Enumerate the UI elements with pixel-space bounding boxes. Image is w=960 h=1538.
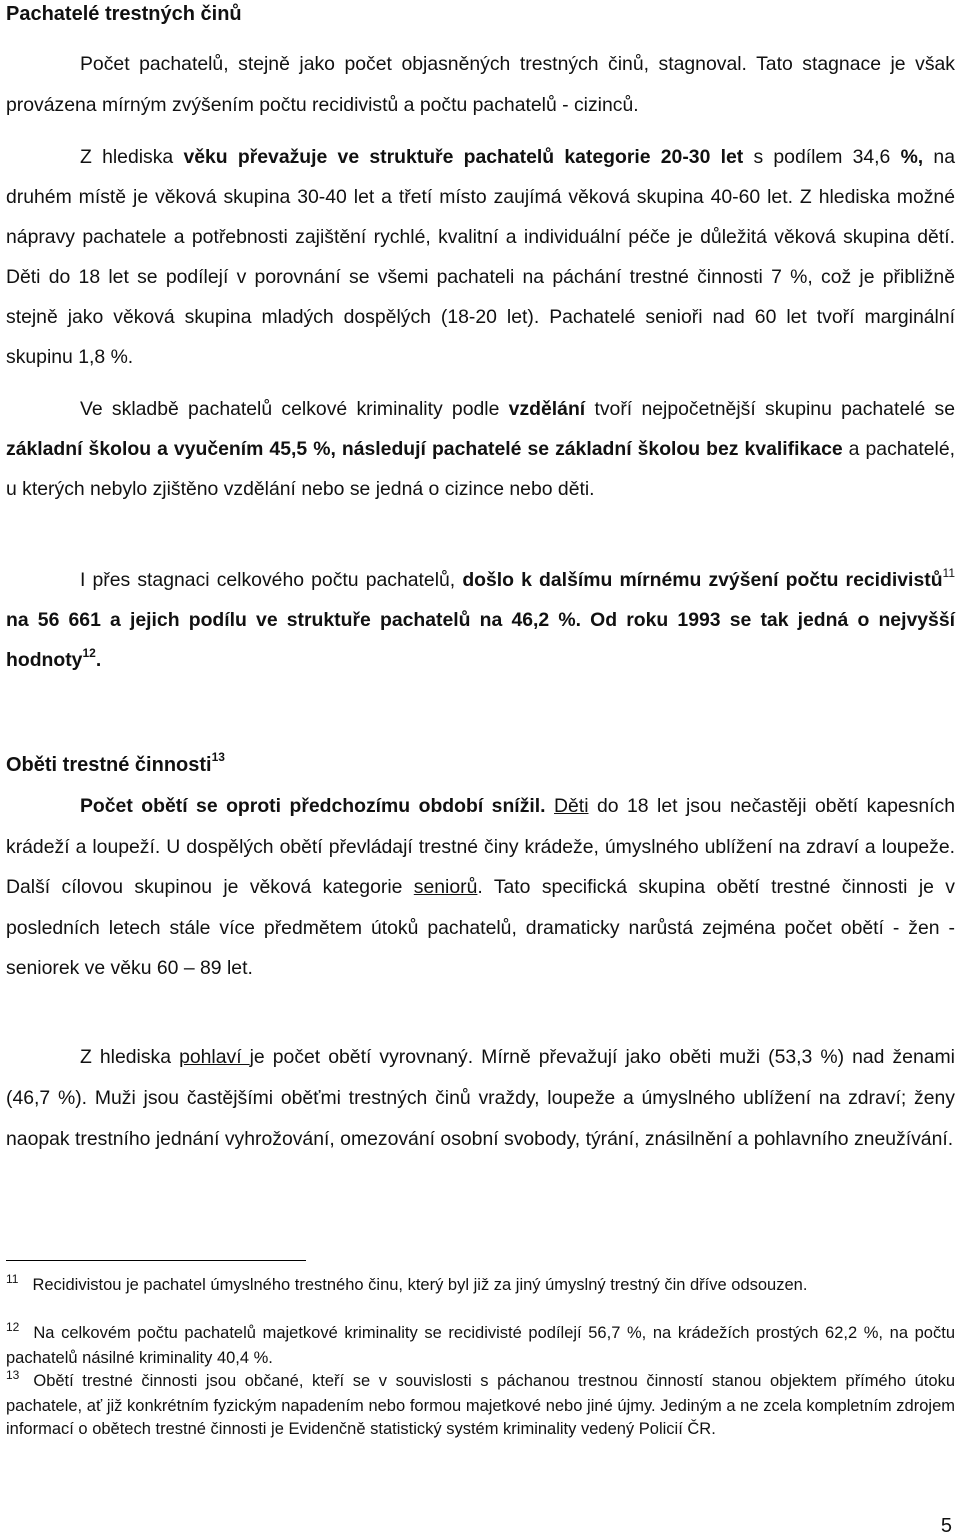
section-heading-offenders: Pachatelé trestných činů [6,3,242,25]
footnote-number: 13 [6,1368,20,1382]
heading-text: Oběti trestné činnosti [6,754,212,776]
text-span: je počet obětí vyrovnaný. Mírně převažují jako oběti muži (53,3 %) nad ženami (46,7 %). Muži jsou častějšími oběťmi trestných činů vraždy, loupeže a úmyslného ublížení na zdraví; ženy naopak trestního jednání vyhrožování, omezování osobní svobody, týrání, znásilnění a pohlavního zneužívání. [6,1046,955,1150]
section-heading-victims [6,750,225,777]
page-number: 5 [940,1515,952,1537]
footnote-11 [6,1274,955,1299]
footnote-ref-13: 13 [211,750,225,765]
bold-text: na 56 661 a jejich podílu ve struktuře pachatelů na 46,2 %. Od roku 1993 se tak jedná o nejvyšší hodnoty [6,609,955,671]
bold-text: věku převažuje ve struktuře pachatelů kategorie 20-30 let [183,146,744,168]
footnote-number: 11 [6,1272,19,1286]
text-span: a pachatelé, u kterých nebylo zjištěno vzdělání nebo se jedná o cizince nebo děti. [6,438,955,500]
bold-text: %, [900,146,924,168]
footnote-12 [6,1322,955,1370]
text-span: Z hlediska [80,146,184,168]
footnote-13 [6,1370,955,1442]
footnote-text: Na celkovém počtu pachatelů majetkové kriminality se recidivisté podílejí 56,7 %, na krádežích prostých 62,2 %, na počtu pachatelů násilné kriminality 40,4 %. [6,1324,955,1367]
paragraph-victims [6,786,955,989]
paragraph-recidivists [6,560,955,680]
footnote-text: Recidivistou je pachatel úmyslného trestného činu, který byl již za jiný úmyslný trestný čin dříve odsouzen. [32,1276,808,1294]
text-span: Z hlediska [80,1046,180,1068]
paragraph-gender [6,1037,955,1160]
bold-text: vzdělání [508,398,586,420]
paragraph-education [6,389,955,509]
underlined-text: seniorů [413,876,478,898]
text-span [546,795,554,817]
bold-text: . [95,649,102,671]
bold-text: došlo k dalšímu mírnému zvýšení počtu recidivistů [462,569,943,591]
text-span: na druhém místě je věková skupina 30-40 let a třetí místo zaujímá věková skupina 40-60 let. Z hlediska možné nápravy pachatele a potřebnosti zajištění rychlé, kvalitní a individuální péče je důležitá věková skupina dětí. Děti do 18 let se podílejí v porovnání se všemi pachateli na páchání trestné činnosti 7 %, což je přibližně stejně jako věková skupina mladých dospělých (18-20 let). Pachatelé senioři nad 60 let tvoří marginální skupinu 1,8 %. [6,146,955,368]
text-span: I přes stagnaci celkového počtu pachatelů, [80,569,463,591]
text-span: tvoří nejpočetnější skupinu pachatelé se [585,398,955,420]
underlined-text: Děti [554,795,589,817]
footnote-ref-12: 12 [82,645,96,660]
bold-text: Počet obětí se oproti předchozímu období snížil. [80,795,546,817]
text-span: . Tato specifická skupina obětí trestné činnosti je v posledních letech stále více předmětem útoků pachatelů, dramaticky narůstá zejména počet obětí - žen - seniorek ve věku 60 – 89 let. [6,876,956,979]
paragraph-age-structure [6,137,955,377]
bold-text: základní školou a vyučením 45,5 %, následují pachatelé se základní školou bez kvalifikace [6,438,843,460]
underlined-text: pohlaví [179,1046,250,1068]
footnote-ref-11: 11 [942,565,956,580]
text-span: Ve skladbě pachatelů celkové kriminality podle [80,398,509,420]
text-span: do 18 let jsou nečastěji obětí kapesních krádeží a loupeží. U dospělých obětí převládají trestné činy krádeže, úmyslného ublížení na zdraví a loupeže. Další cílovou skupinou je věková kategorie [6,795,955,898]
paragraph-stagnation: Počet pachatelů, stejně jako počet objasněných trestných činů, stagnoval. Tato stagnace je však provázena mírným zvýšením počtu recidivistů a počtu pachatelů - cizinců. [6,53,955,116]
footnote-text: Obětí trestné činnosti jsou občané, kteří se v souvislosti s páchanou trestnou činností stanou objektem přímého útoku pachatele, ať již konkrétním fyzickým napadením nebo formou majetkové nebo jiné újmy. Jediným a ne zcela kompletním zdrojem informací o obětech trestné činnosti je Evidenčně statistický systém kriminality vedený Policií ČR. [6,1372,955,1438]
text-span: s podílem 34,6 [743,146,901,168]
footnote-separator [6,1260,306,1261]
footnote-number: 12 [6,1320,20,1334]
